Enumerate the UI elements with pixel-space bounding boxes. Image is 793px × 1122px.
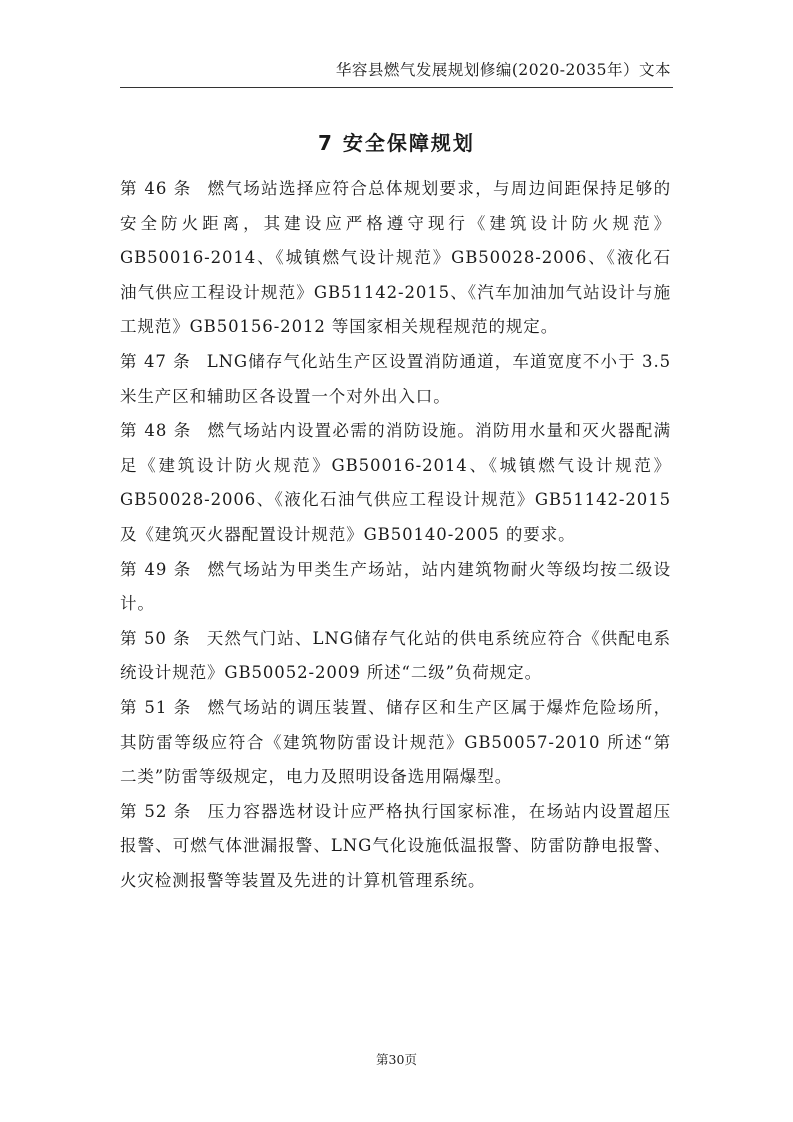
article-text: 燃气场站的调压装置、储存区和生产区属于爆炸危险场所，其防雷等级应符合《建筑物防雷设计规范》GB50057-2010 所述“第二类”防雷等级规定，电力及照明设备选用隔爆型。 xyxy=(120,697,671,787)
article-label: 第 46 条 xyxy=(120,179,192,198)
article-label: 第 48 条 xyxy=(120,421,192,441)
article-46 xyxy=(120,172,671,345)
article-label: 第 50 条 xyxy=(120,628,191,648)
article-list xyxy=(120,172,671,898)
article-label: 第 51 条 xyxy=(120,697,192,717)
article-text: 压力容器选材设计应严格执行国家标准，在场站内设置超压报警、可燃气体泄漏报警、LNG气化设施低温报警、防雷防静电报警、火灾检测报警等装置及先进的计算机管理系统。 xyxy=(120,801,671,890)
article-text: 天然气门站、LNG储存气化站的供电系统应符合《供配电系统设计规范》GB50052-2009 所述“二级”负荷规定。 xyxy=(120,628,671,683)
section-title: 7 安全保障规划 xyxy=(318,131,475,155)
article-text: 燃气场站内设置必需的消防设施。消防用水量和灭火器配满足《建筑设计防火规范》GB50016-2014、《城镇燃气设计规范》GB50028-2006、《液化石油气供应工程设计规范》GB51142-2015 及《建筑灭火器配置设计规范》GB50140-2005 的要求。 xyxy=(120,421,671,544)
article-text: LNG储存气化站生产区设置消防通道，车道宽度不小于 3.5 米生产区和辅助区各设置一个对外出入口。 xyxy=(120,351,671,406)
article-label: 第 52 条 xyxy=(120,801,192,821)
running-header: 华容县燃气发展规划修编(2020-2035年）文本 xyxy=(335,61,671,79)
article-label: 第 49 条 xyxy=(120,559,192,579)
article-text: 燃气场站选择应符合总体规划要求，与周边间距保持足够的安全防火距离，其建设应严格遵守现行《建筑设计防火规范》GB50016-2014、《城镇燃气设计规范》GB50028-2006、《液化石油气供应工程设计规范》GB51142-2015、《汽车加油加气站设计与施工规范》GB50156-2012 等国家相关规程规范的规定。 xyxy=(120,179,671,337)
article-50 xyxy=(120,622,671,691)
article-48 xyxy=(120,414,671,552)
article-49 xyxy=(120,553,671,622)
article-label: 第 47 条 xyxy=(120,351,191,371)
page-number: 第30页 xyxy=(376,1052,417,1067)
article-47 xyxy=(120,345,671,414)
article-51 xyxy=(120,691,671,795)
header-rule xyxy=(120,87,673,88)
article-52 xyxy=(120,795,671,899)
article-text: 燃气场站为甲类生产场站，站内建筑物耐火等级均按二级设计。 xyxy=(120,559,671,614)
